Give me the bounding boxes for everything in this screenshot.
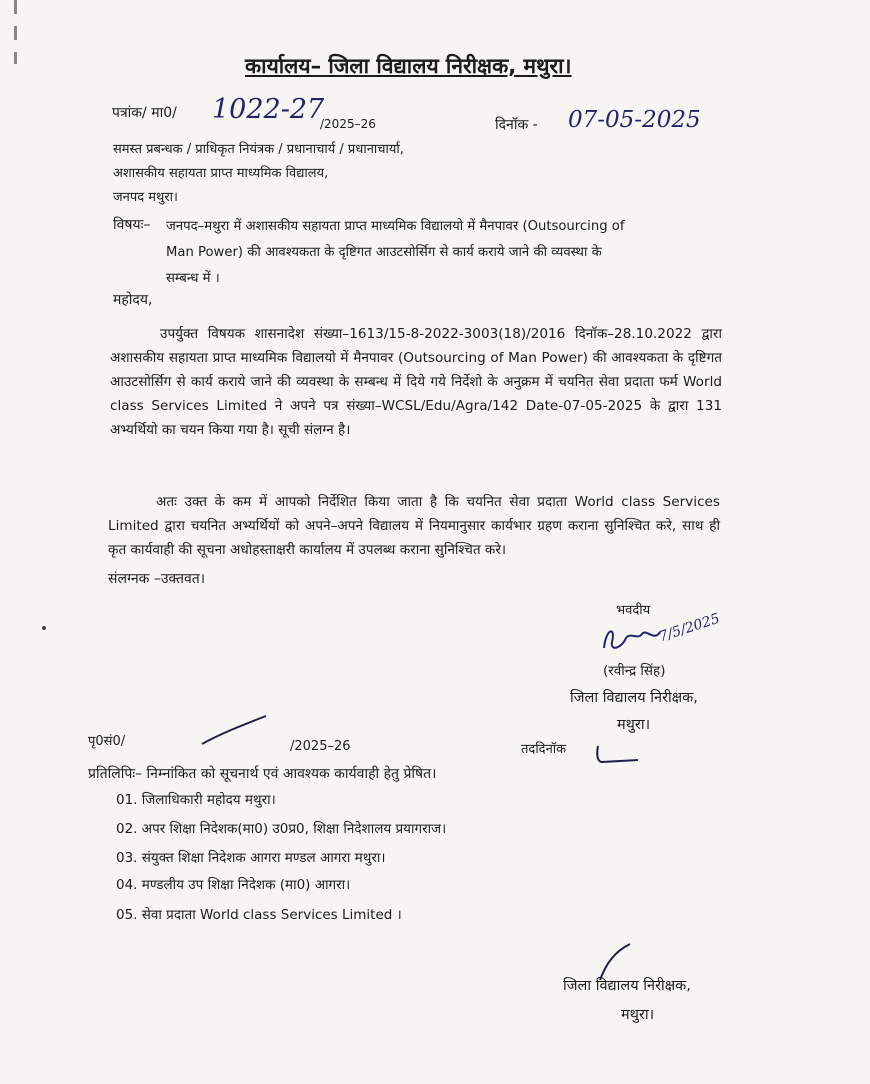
subject-label: विषयः– (113, 217, 151, 233)
copy-reference-pen-mark (200, 712, 270, 748)
paper-speck (42, 626, 46, 630)
body-paragraph-1: उपर्युक्त विषयक शासनादेश संख्या–1613/15-8-2022-3003(18)/2016 दिनॉक–28.10.2022 द्वारा अशासकीय सहायता प्राप्त माध्यमिक विद्यालयो में मैनपावर (Outsourcing of Man Power) की आवश्यकता के दृष्टिगत आउटसोर्सिग से कार्य कराये जाने की व्यवस्था के सम्बन्ध में दिये गये निर्देशो के अनुक्रम में चयनित सेवा प्रदाता फर्म World class Services Limited ने अपने पत्र संख्या–WCSL/Edu/Agra/142 Date-07-05-2025 के द्वारा 131 अभ्यर्थियो का चयन किया गया है। सूची संलग्न है। (110, 326, 722, 438)
signatory-place: मथुरा। (617, 717, 651, 733)
reference-number-handwritten: 1022-27 (212, 94, 325, 125)
reference-prefix: पत्रांक/ मा0/ (112, 105, 177, 121)
copy-item: 02. अपर शिक्षा निदेशक(मा0) उ0प्र0, शिक्षा निदेशालय प्रयागराज। (116, 821, 447, 837)
copy-date-pen-mark (592, 740, 642, 770)
reference-suffix: /2025–26 (320, 117, 376, 131)
copy-reference-suffix: /2025–26 (290, 739, 351, 754)
date-handwritten: 07-05-2025 (568, 107, 701, 133)
signatory-designation: जिला विद्यालय निरीक्षक, (570, 690, 698, 706)
closing-bhavdiya: भवदीय (616, 603, 651, 618)
subject-line-2: Man Power) की आवश्यकता के दृष्टिगत आउटसोर्सिग से कार्य कराये जाने की व्यवस्था के (166, 245, 602, 260)
copy-item: 04. मण्डलीय उप शिक्षा निदेशक (मा0) आगरा। (116, 877, 351, 893)
date-label: दिनॉक - (495, 117, 538, 133)
signature-scribble (598, 618, 678, 668)
copy-item: 03. संयुक्त शिक्षा निदेशक आगरा मण्डल आगरा मथुरा। (116, 850, 386, 866)
signatory-name: (रवीन्द्र सिंह) (603, 663, 666, 679)
footer-designation: जिला विद्यालय निरीक्षक, (563, 978, 691, 994)
footer-place: मथुरा। (621, 1007, 655, 1023)
recipient-line-3: जनपद मथुरा। (113, 190, 178, 205)
copy-date-label: तददिनॉक (521, 742, 567, 757)
copy-item: 05. सेवा प्रदाता World class Services Limited । (116, 907, 402, 923)
copy-reference-prefix: पृ0सं0/ (88, 734, 126, 749)
copy-item: 01. जिलाधिकारी महोदय मथुरा। (116, 792, 276, 808)
recipient-line-1: समस्त प्रबन्धक / प्राधिकृत नियंत्रक / प्रधानाचार्य / प्रधानाचार्या, (113, 142, 404, 157)
office-title: कार्यालय– जिला विद्यालय निरीक्षक, मथुरा। (245, 54, 572, 78)
signature-handwritten-date: 7/5/2025 (657, 610, 722, 646)
enclosure-note: संलग्नक –उक्तवत। (108, 571, 206, 587)
binding-edge-marks (14, 0, 17, 70)
subject-line-3: सम्बन्ध में । (166, 271, 220, 286)
salutation: महोदय, (113, 292, 153, 308)
body-paragraph-2: अतः उक्त के कम में आपको निर्देशित किया जाता है कि चयनित सेवा प्रदाता World class Services Limited द्वारा चयनित अभ्यर्थियों को अपने–अपने विद्यालय में नियमानुसार कार्यभार ग्रहण कराना सुनिश्चित करे, साथ ही कृत कार्यवाही की सूचना अधोहस्ताक्षरी कार्यालय में उपलब्ध कराना सुनिश्चित करे। (108, 494, 720, 558)
copy-intro: प्रतिलिपिः– निम्नांकित को सूचनार्थ एवं आवश्यक कार्यवाही हेतु प्रेषित। (88, 766, 437, 782)
recipient-line-2: अशासकीय सहायता प्राप्त माध्यमिक विद्यालय, (113, 166, 329, 181)
subject-line-1: जनपद–मथुरा में अशासकीय सहायता प्राप्त माध्यमिक विद्यालयो में मैनपावर (Outsourcing of (166, 219, 625, 234)
